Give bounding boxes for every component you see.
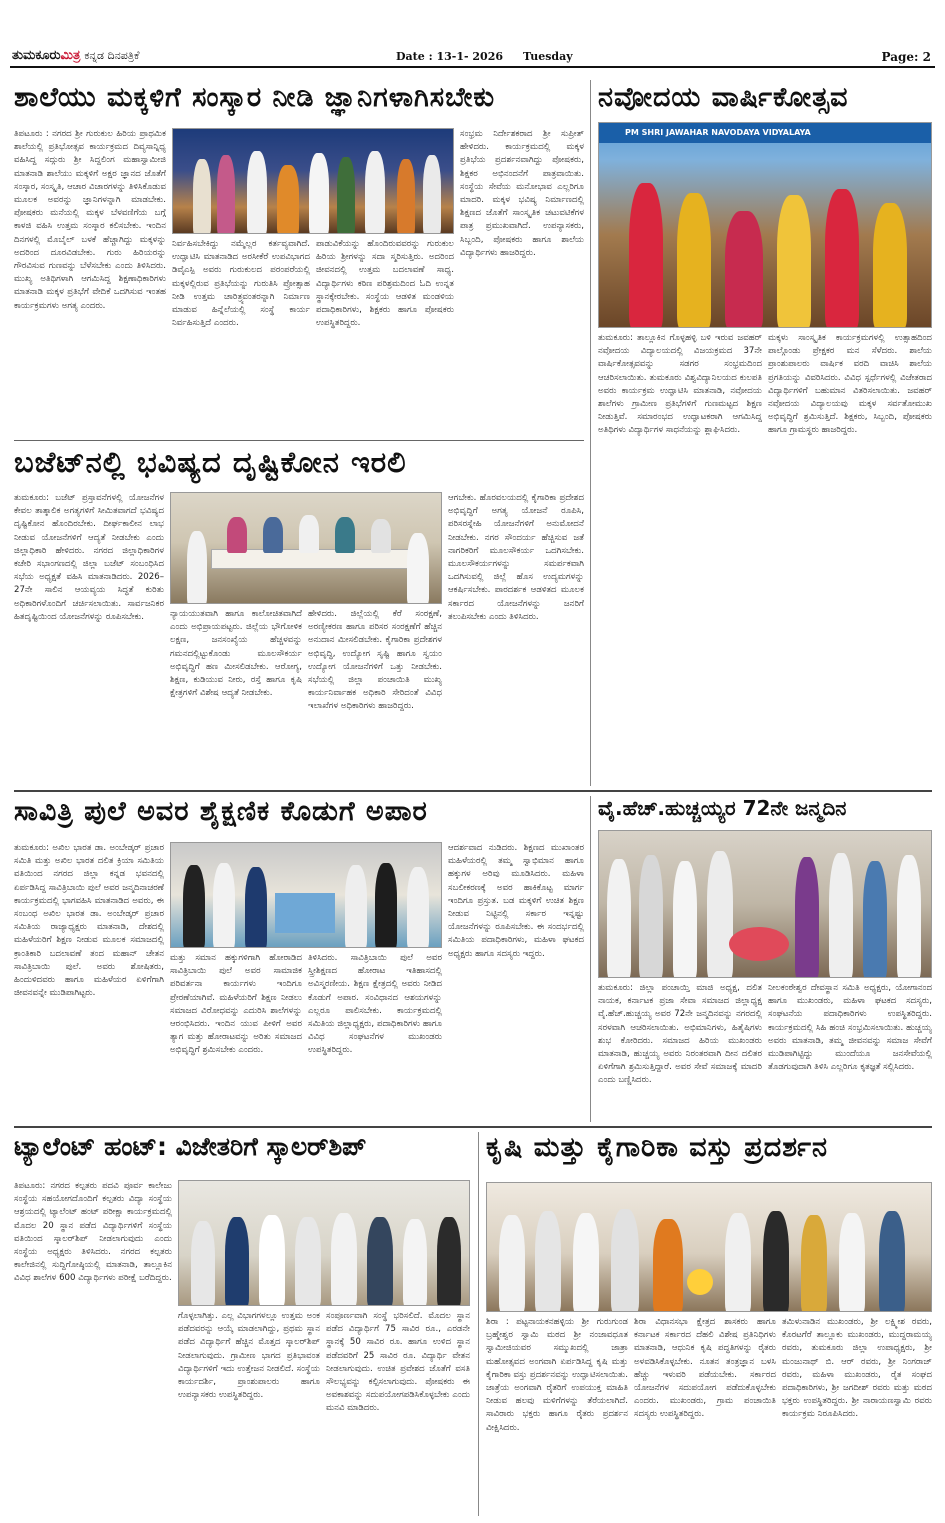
krishi-col3: ತಮಿಳುನಾಡಿನ ಮುಖಂಡರು, ಶ್ರೀ ಲಕ್ಷ್ಮೀಶ ರವರು, ಕೊರಟಗೆರೆ ತಾಲ್ಲೂಕು ಮುಖಂಡರು, ಮುದ್ದರಾಮಯ್ಯ ರವರು, ತುಮಕೂರು ಜಿಲ್ಲಾ ಉಪಾಧ್ಯಕ್ಷರು, ಶ್ರೀ ಮಂಜುನಾಥ್ ಬಿ. ಆರ್ ರವರು, ಶ್ರೀ ನಿಂಗರಾಜ್ ರವರು, ಮಹಿಳಾ ಮುಖಂಡರು, ರೈತ ಸಂಘದ ಪದಾಧಿಕಾರಿಗಳು, ಶ್ರೀ ಜಗದೀಶ್ ರವರು ಮತ್ತು ಮಠದ ಭಕ್ತರು ಉಪಸ್ಥಿತರಿದ್ದರು. ಶ್ರೀ ನಾರಾಯಣಸ್ವಾಮಿ ರವರು ಕಾರ್ಯಕ್ರಮ ನಿರೂಪಿಸಿದರು. <box>782 1317 932 1420</box>
navodaya-col2: ಮಕ್ಕಳು ಸಾಂಸ್ಕೃತಿಕ ಕಾರ್ಯಕ್ರಮಗಳಲ್ಲಿ ಉತ್ಸಾಹದಿಂದ ಪಾಲ್ಗೊಂಡು ಪ್ರೇಕ್ಷಕರ ಮನ ಸೆಳೆದರು. ಶಾಲೆಯ ಪ್ರಾಂಶುಪಾಲರು ವಾರ್ಷಿಕ ವರದಿ ವಾಚಿಸಿ ಶಾಲೆಯ ಪ್ರಗತಿಯನ್ನು ವಿವರಿಸಿದರು. ವಿವಿಧ ಸ್ಪರ್ಧೆಗಳಲ್ಲಿ ವಿಜೇತರಾದ ವಿದ್ಯಾರ್ಥಿಗಳಿಗೆ ಬಹುಮಾನ ವಿತರಿಸಲಾಯಿತು. ಜವಹರ್ ನವೋದಯ ವಿದ್ಯಾಲಯವು ಮಕ್ಕಳ ಸರ್ವತೋಮುಖ ಅಭಿವೃದ್ಧಿಗೆ ಶ್ರಮಿಸುತ್ತಿದೆ. ಶಿಕ್ಷಕರು, ಸಿಬ್ಬಂದಿ, ಪೋಷಕರು ಹಾಗೂ ಗ್ರಾಮಸ್ಥರು ಹಾಜರಿದ್ದರು. <box>768 333 932 436</box>
masthead-day: Tuesday <box>523 50 573 63</box>
talent-photo <box>178 1180 470 1306</box>
talent-col3: ಸಂಪೂರ್ಣವಾಗಿ ಸಂಸ್ಥೆ ಭರಿಸಲಿದೆ. ಮೊದಲ ಸ್ಥಾನ ಪಡೆದ ವಿದ್ಯಾರ್ಥಿಗೆ 75 ಸಾವಿರ ರೂ., ಎರಡನೇ ಸ್ಥಾನಕ್ಕೆ 50 ಸಾವಿರ ರೂ. ಹಾಗೂ ಉಳಿದ ಸ್ಥಾನ ಪಡೆದವರಿಗೆ 25 ಸಾವಿರ ರೂ. ವಿದ್ಯಾರ್ಥಿ ವೇತನ ನೀಡಲಾಗುವುದು. ಉಚಿತ ಪ್ರವೇಶದ ಜೊತೆಗೆ ವಸತಿ ಸೌಲಭ್ಯವನ್ನು ಕಲ್ಪಿಸಲಾಗುವುದು. ಪೋಷಕರು ಈ ಅವಕಾಶವನ್ನು ಸದುಪಯೋಗಪಡಿಸಿಕೊಳ್ಳಬೇಕು ಎಂದು ಮನವಿ ಮಾಡಿದರು. <box>326 1311 470 1414</box>
budget-col2: ನ್ಯಾಯಯುತವಾಗಿ ಹಾಗೂ ಕಾಲೋಚಿತವಾಗಿದೆ ಎಂದು ಅಭಿಪ್ರಾಯಪಟ್ಟರು. ಜಿಲ್ಲೆಯ ಭೌಗೋಳಿಕ ಲಕ್ಷಣ, ಜನಸಂಖ್ಯೆಯ ಹೆಚ್ಚಳವನ್ನು ಗಮನದಲ್ಲಿಟ್ಟುಕೊಂಡು ಮೂಲಸೌಕರ್ಯ ಅಭಿವೃದ್ಧಿಗೆ ಹಣ ಮೀಸಲಿಡಬೇಕು. ಆರೋಗ್ಯ, ಶಿಕ್ಷಣ, ಕುಡಿಯುವ ನೀರು, ರಸ್ತೆ ಹಾಗೂ ಕೃಷಿ ಕ್ಷೇತ್ರಗಳಿಗೆ ವಿಶೇಷ ಆದ್ಯತೆ ನೀಡಬೇಕು. <box>170 609 302 699</box>
savitri-col1: ತುಮಕೂರು: ಅಖಿಲ ಭಾರತ ಡಾ. ಅಂಬೇಡ್ಕರ್ ಪ್ರಚಾರ ಸಮಿತಿ ಮತ್ತು ಅಖಿಲ ಭಾರತ ದಲಿತ ಕ್ರಿಯಾ ಸಮಿತಿಯ ವತಿಯಿಂದ ನಗರದ ಜಿಲ್ಲಾ ಕನ್ನಡ ಭವನದಲ್ಲಿ ಏರ್ಪಡಿಸಿದ್ದ ಸಾವಿತ್ರಿಬಾಯಿ ಪುಲೆ ಅವರ ಜನ್ಮದಿನಾಚರಣೆ ಕಾರ್ಯಕ್ರಮದಲ್ಲಿ ಭಾಗವಹಿಸಿ ಮಾತನಾಡಿದ ಅವರು, ಈ ಸಂಬಂಧ ಅಖಿಲ ಭಾರತ ಡಾ. ಅಂಬೇಡ್ಕರ್ ಪ್ರಚಾರ ಸಮಿತಿಯ ರಾಜ್ಯಾಧ್ಯಕ್ಷರು ಮಾತನಾಡಿ, ದೇಶದಲ್ಲಿ ಮಹಿಳೆಯರಿಗೆ ಶಿಕ್ಷಣ ನೀಡುವ ಮೂಲಕ ಸಮಾಜದಲ್ಲಿ ಕ್ರಾಂತಿಕಾರಿ ಬದಲಾವಣೆ ತಂದ ಮಹಾನ್ ಚೇತನ ಸಾವಿತ್ರಿಬಾಯಿ ಪುಲೆ. ಅವರು ಶೋಷಿತರು, ಹಿಂದುಳಿದವರು ಹಾಗೂ ಮಹಿಳೆಯರ ಏಳಿಗೆಗಾಗಿ ಜೀವನವನ್ನೇ ಮುಡಿಪಾಗಿಟ್ಟರು. <box>14 843 164 999</box>
hucchayya-col2: ನೀಲಕಂಠೇಶ್ವರ ದೇವಸ್ಥಾನ ಸಮಿತಿ ಅಧ್ಯಕ್ಷರು, ಯೋಗಾನಂದ ಹಾಗೂ ಮುಖಂಡರು, ಮಹಿಳಾ ಘಟಕದ ಸದಸ್ಯರು, ಸಂಘಟನೆಯ ಪದಾಧಿಕಾರಿಗಳು ಉಪಸ್ಥಿತರಿದ್ದರು. ಕಾರ್ಯಕ್ರಮದಲ್ಲಿ ಸಿಹಿ ಹಂಚಿ ಸಂಭ್ರಮಿಸಲಾಯಿತು. ಹುಚ್ಚಯ್ಯ ಅವರು ಮಾತನಾಡಿ, ತಮ್ಮ ಜೀವನವನ್ನು ಸಮಾಜ ಸೇವೆಗೆ ಮುಡಿಪಾಗಿಟ್ಟಿದ್ದು ಮುಂದೆಯೂ ಜನಸೇವೆಯಲ್ಲಿ ತೊಡಗುವುದಾಗಿ ತಿಳಿಸಿ ಎಲ್ಲರಿಗೂ ಕೃತಜ್ಞತೆ ಸಲ್ಲಿಸಿದರು. <box>768 983 932 1073</box>
masthead-title-tumakuru: ತುಮಕೂರು <box>12 48 61 63</box>
column-divider-bottom <box>478 1132 479 1516</box>
talent-headline: ಟ್ಯಾಲೆಂಟ್ ಹಂಟ್: ವಿಜೇತರಿಗೆ ಸ್ಕಾಲರ್‌ಶಿಪ್ <box>14 1134 367 1161</box>
masthead-date-line <box>396 50 573 63</box>
budget-photo <box>170 492 442 604</box>
navodaya-headline: ನವೋದಯ ವಾರ್ಷಿಕೋತ್ಸವ <box>598 84 849 113</box>
savitri-headline: ಸಾವಿತ್ರಿ ಪುಲೆ ಅವರ ಶೈಕ್ಷಣಿಕ ಕೊಡುಗೆ ಅಪಾರ <box>14 798 428 827</box>
budget-col4: ಆಗಬೇಕು. ಹೊರವಲಯದಲ್ಲಿ ಕೈಗಾರಿಕಾ ಪ್ರದೇಶದ ಅಭಿವೃದ್ಧಿಗೆ ಅಗತ್ಯ ಯೋಜನೆ ರೂಪಿಸಿ, ಪರಿಸರಸ್ನೇಹಿ ಯೋಜನೆಗಳಿಗೆ ಅನುಮೋದನೆ ನೀಡಬೇಕು. ನಗರ ಸೌಂದರ್ಯ ಹೆಚ್ಚಿಸುವ ಜತೆ ನಾಗರಿಕರಿಗೆ ಮೂಲಸೌಕರ್ಯ ಒದಗಿಸಬೇಕು. ಮೂಲಸೌಕರ್ಯಗಳನ್ನು ಸಮರ್ಪಕವಾಗಿ ಒದಗಿಸುವಲ್ಲಿ ಜಿಲ್ಲೆ ಹೊಸ ಉದ್ಯಮಗಳನ್ನು ಆಕರ್ಷಿಸಬೇಕು. ಪಾರದರ್ಶಕ ಆಡಳಿತದ ಮೂಲಕ ಸರ್ಕಾರದ ಯೋಜನೆಗಳನ್ನು ಜನರಿಗೆ ತಲುಪಿಸಬೇಕು ಎಂದು ತಿಳಿಸಿದರು. <box>448 493 584 622</box>
samskara-photo <box>172 128 454 234</box>
krishi-col2: ಶಿರಾ ವಿಧಾನಸಭಾ ಕ್ಷೇತ್ರದ ಶಾಸಕರು ಹಾಗೂ ಕರ್ನಾಟಕ ಸರ್ಕಾರದ ದೆಹಲಿ ವಿಶೇಷ ಪ್ರತಿನಿಧಿಗಳು ಮಾತನಾಡಿ, ಆಧುನಿಕ ಕೃಷಿ ಪದ್ಧತಿಗಳನ್ನು ರೈತರು ಅಳವಡಿಸಿಕೊಳ್ಳಬೇಕು. ನೂತನ ತಂತ್ರಜ್ಞಾನ ಬಳಸಿ ಹೆಚ್ಚು ಇಳುವರಿ ಪಡೆಯಬೇಕು. ಸರ್ಕಾರದ ಯೋಜನೆಗಳ ಸದುಪಯೋಗ ಪಡೆದುಕೊಳ್ಳಬೇಕು ಎಂದರು. ಮುಖಂಡರು, ಗ್ರಾಮ ಪಂಚಾಯಿತಿ ಸದಸ್ಯರು ಉಪಸ್ಥಿತರಿದ್ದರು. <box>634 1317 776 1420</box>
krishi-headline: ಕೃಷಿ ಮತ್ತು ಕೈಗಾರಿಕಾ ವಸ್ತು ಪ್ರದರ್ಶನ <box>486 1134 828 1163</box>
navodaya-banner: PM SHRI JAWAHAR NAVODAYA VIDYALAYA <box>599 123 932 143</box>
hucchayya-headline: ವೈ.ಹೆಚ್.ಹುಚ್ಚಯ್ಯರ 72ನೇ ಜನ್ಮದಿನ <box>598 798 847 820</box>
savitri-col2: ಮತ್ತು ಸಮಾನ ಹಕ್ಕುಗಳಿಗಾಗಿ ಹೋರಾಡಿದ ಸಾವಿತ್ರಿಬಾಯಿ ಪುಲೆ ಅವರ ಸಾಮಾಜಿಕ ಪರಿವರ್ತನಾ ಕಾರ್ಯಗಳು ಇಂದಿಗೂ ಪ್ರೇರಣೆಯಾಗಿವೆ. ಮಹಿಳೆಯರಿಗೆ ಶಿಕ್ಷಣ ನೀಡಲು ಸಮಾಜದ ವಿರೋಧವನ್ನು ಎದುರಿಸಿ ಶಾಲೆಗಳನ್ನು ಆರಂಭಿಸಿದರು. ಇಂದಿನ ಯುವ ಪೀಳಿಗೆ ಅವರ ತ್ಯಾಗ ಮತ್ತು ಹೋರಾಟವನ್ನು ಅರಿತು ಸಮಾಜದ ಅಭಿವೃದ್ಧಿಗೆ ಶ್ರಮಿಸಬೇಕು ಎಂದರು. <box>170 953 302 1056</box>
krishi-col1: ಶಿರಾ : ಪಟ್ಟನಾಯಕನಹಳ್ಳಿಯ ಶ್ರೀ ಗುರುಗುಂಡ ಬ್ರಹ್ಮೇಶ್ವರ ಸ್ವಾಮಿ ಮಠದ ಶ್ರೀ ನಂಜಾವಧೂತ ಸ್ವಾಮೀಜಿಯವರ ಸಮ್ಮುಖದಲ್ಲಿ ಜಾತ್ರಾ ಮಹೋತ್ಸವದ ಅಂಗವಾಗಿ ಏರ್ಪಡಿಸಿದ್ದ ಕೃಷಿ ಮತ್ತು ಕೈಗಾರಿಕಾ ವಸ್ತು ಪ್ರದರ್ಶನವನ್ನು ಉದ್ಘಾಟಿಸಲಾಯಿತು. ಜಾತ್ರೆಯ ಅಂಗವಾಗಿ ರೈತರಿಗೆ ಉಪಯುಕ್ತ ಮಾಹಿತಿ ನೀಡುವ ಹಲವು ಮಳಿಗೆಗಳನ್ನು ತೆರೆಯಲಾಗಿದೆ. ಸಾವಿರಾರು ಭಕ್ತರು ಹಾಗೂ ರೈತರು ಪ್ರದರ್ಶನ ವೀಕ್ಷಿಸಿದರು. <box>486 1317 628 1433</box>
hucchayya-col1: ತುಮಕೂರು: ಜಿಲ್ಲಾ ಪಂಚಾಯ್ತಿ ಮಾಜಿ ಅಧ್ಯಕ್ಷ, ದಲಿತ ನಾಯಕ, ಕರ್ನಾಟಕ ಪ್ರಜಾ ಸೇವಾ ಸಮಾಜದ ಜಿಲ್ಲಾಧ್ಯಕ್ಷ ವೈ.ಹೆಚ್.ಹುಚ್ಚಯ್ಯ ಅವರ 72ನೇ ಜನ್ಮದಿನವನ್ನು ನಗರದಲ್ಲಿ ಸರಳವಾಗಿ ಆಚರಿಸಲಾಯಿತು. ಅಭಿಮಾನಿಗಳು, ಹಿತೈಷಿಗಳು ಶುಭ ಕೋರಿದರು. ಸಮಾಜದ ಹಿರಿಯ ಮುಖಂಡರು ಮಾತನಾಡಿ, ಹುಚ್ಚಯ್ಯ ಅವರು ನಿರಂತರವಾಗಿ ದೀನ ದಲಿತರ ಏಳಿಗೆಗಾಗಿ ಶ್ರಮಿಸುತ್ತಿದ್ದಾರೆ. ಅವರ ಸೇವೆ ಸಮಾಜಕ್ಕೆ ಮಾದರಿ ಎಂದು ಬಣ್ಣಿಸಿದರು. <box>598 983 762 1086</box>
hucchayya-photo <box>598 830 932 978</box>
budget-headline: ಬಜೆಟ್‌ನಲ್ಲಿ ಭವಿಷ್ಯದ ದೃಷ್ಟಿಕೋನ ಇರಲಿ <box>14 448 407 479</box>
budget-col3: ಹೇಳಿದರು. ಜಿಲ್ಲೆಯಲ್ಲಿ ಕೆರೆ ಸಂರಕ್ಷಣೆ, ಅರಣ್ಯೀಕರಣ ಹಾಗೂ ಪರಿಸರ ಸಂರಕ್ಷಣೆಗೆ ಹೆಚ್ಚಿನ ಅನುದಾನ ಮೀಸಲಿಡಬೇಕು. ಕೈಗಾರಿಕಾ ಪ್ರದೇಶಗಳ ಅಭಿವೃದ್ಧಿ, ಉದ್ಯೋಗ ಸೃಷ್ಟಿ ಹಾಗೂ ಸ್ವಯಂ ಉದ್ಯೋಗ ಯೋಜನೆಗಳಿಗೆ ಒತ್ತು ನೀಡಬೇಕು. ಸಭೆಯಲ್ಲಿ ಜಿಲ್ಲಾ ಪಂಚಾಯಿತಿ ಮುಖ್ಯ ಕಾರ್ಯನಿರ್ವಾಹಕ ಅಧಿಕಾರಿ ಸೇರಿದಂತೆ ವಿವಿಧ ಇಲಾಖೆಗಳ ಅಧಿಕಾರಿಗಳು ಹಾಜರಿದ್ದರು. <box>308 609 442 712</box>
samskara-col1: ತಿಪಟೂರು : ನಗರದ ಶ್ರೀ ಗುರುಕುಲ ಹಿರಿಯ ಪ್ರಾಥಮಿಕ ಶಾಲೆಯಲ್ಲಿ ಪ್ರತಿಭೋತ್ಸವ ಕಾರ್ಯಕ್ರಮದ ದಿವ್ಯಸಾನ್ನಿಧ್ಯ ವಹಿಸಿದ್ದ ಸದ್ಗುರು ಶ್ರೀ ಸಿದ್ದಲಿಂಗ ಮಹಾಸ್ವಾಮೀಜಿ ಮಾತನಾಡಿ ಶಾಲೆಯು ಮಕ್ಕಳಿಗೆ ಅಕ್ಷರ ಜ್ಞಾನದ ಜೊತೆಗೆ ಸಂಸ್ಕಾರ, ಸಂಸ್ಕೃತಿ, ಆಚಾರ ವಿಚಾರಗಳನ್ನು ತಿಳಿಸಿಕೊಡುವ ಮೂಲಕ ಅವರನ್ನು ಜ್ಞಾನಿಗಳನ್ನಾಗಿ ಮಾಡಬೇಕು. ಪೋಷಕರು ಮನೆಯಲ್ಲಿ ಮಕ್ಕಳ ಬೆಳವಣಿಗೆಯ ಬಗ್ಗೆ ಕಾಳಜಿ ವಹಿಸಿ ಉತ್ತಮ ಸಂಸ್ಕಾರ ಕಲಿಸಬೇಕು. ಇಂದಿನ ದಿನಗಳಲ್ಲಿ ಮೊಬೈಲ್ ಬಳಕೆ ಹೆಚ್ಚಾಗಿದ್ದು ಮಕ್ಕಳನ್ನು ಅದರಿಂದ ದೂರವಿಡಬೇಕು. ಗುರು ಹಿರಿಯರನ್ನು ಗೌರವಿಸುವ ಗುಣವನ್ನು ಬೆಳೆಸಬೇಕು ಎಂದು ತಿಳಿಸಿದರು. ಮುಖ್ಯ ಅತಿಥಿಗಳಾಗಿ ಆಗಮಿಸಿದ್ದ ಶಿಕ್ಷಣಾಧಿಕಾರಿಗಳು ಮಾತನಾಡಿ ಮಕ್ಕಳ ಪ್ರತಿಭೆಗೆ ವೇದಿಕೆ ಒದಗಿಸುವ ಇಂತಹ ಕಾರ್ಯಕ್ರಮಗಳು ಅಗತ್ಯ ಎಂದರು. <box>14 129 166 311</box>
talent-col1: ತಿಪಟೂರು: ನಗರದ ಕಲ್ಪತರು ಪದವಿ ಪೂರ್ವ ಕಾಲೇಜು ಸಂಸ್ಥೆಯ ಸಹಯೋಗದೊಂದಿಗೆ ಕಲ್ಪತರು ವಿದ್ಯಾ ಸಂಸ್ಥೆಯ ಆಶ್ರಯದಲ್ಲಿ ಟ್ಯಾಲೆಂಟ್ ಹಂಟ್ ಪರೀಕ್ಷಾ ಕಾರ್ಯಕ್ರಮದಲ್ಲಿ ಮೊದಲ 20 ಸ್ಥಾನ ಪಡೆದ ವಿದ್ಯಾರ್ಥಿಗಳಿಗೆ ಸಂಸ್ಥೆಯ ವತಿಯಿಂದ ಸ್ಕಾಲರ್‌ಶಿಪ್ ನೀಡಲಾಗುವುದು ಎಂದು ಸಂಸ್ಥೆಯ ಅಧ್ಯಕ್ಷರು ತಿಳಿಸಿದರು. ನಗರದ ಕಲ್ಪತರು ಕಾಲೇಜಿನಲ್ಲಿ ಸುದ್ದಿಗೋಷ್ಠಿಯಲ್ಲಿ ಮಾತನಾಡಿ, ತಾಲ್ಲೂಕಿನ ವಿವಿಧ ಶಾಲೆಗಳ 600 ವಿದ್ಯಾರ್ಥಿಗಳು ಪರೀಕ್ಷೆ ಬರೆದಿದ್ದರು. <box>14 1181 172 1284</box>
navodaya-photo <box>598 122 932 328</box>
column-divider-top <box>590 80 591 786</box>
samskara-headline: ಶಾಲೆಯು ಮಕ್ಕಳಿಗೆ ಸಂಸ್ಕಾರ ನೀಡಿ ಜ್ಞಾನಿಗಳಾಗಿಸಬೇಕು <box>14 84 496 113</box>
section-divider-1 <box>14 440 584 441</box>
samskara-col4: ಸಂಭ್ರಮ ನಿರ್ದೇಶಕರಾದ ಶ್ರೀ ಸುಪ್ರೀತ್ ಹೇಳಿದರು. ಕಾರ್ಯಕ್ರಮದಲ್ಲಿ ಮಕ್ಕಳ ಪ್ರತಿಭೆಯ ಪ್ರದರ್ಶನವಾಗಿದ್ದು ಪೋಷಕರು, ಶಿಕ್ಷಕರ ಅಭಿನಂದನೆಗೆ ಪಾತ್ರವಾಯಿತು. ಸಂಸ್ಥೆಯ ಸೇವೆಯ ಮನೋಭಾವ ಎಲ್ಲರಿಗೂ ಮಾದರಿ. ಮಕ್ಕಳ ಭವಿಷ್ಯ ನಿರ್ಮಾಣದಲ್ಲಿ ಶಿಕ್ಷಣದ ಜೊತೆಗೆ ಸಾಂಸ್ಕೃತಿಕ ಚಟುವಟಿಕೆಗಳ ಪಾತ್ರ ಪ್ರಮುಖವಾಗಿದೆ. ಉಪನ್ಯಾಸಕರು, ಸಿಬ್ಬಂದಿ, ಪೋಷಕರು ಹಾಗೂ ಶಾಲೆಯ ವಿದ್ಯಾರ್ಥಿಗಳು ಹಾಜರಿದ್ದರು. <box>460 129 584 258</box>
budget-col1: ತುಮಕೂರು: ಬಜೆಟ್ ಪ್ರಸ್ತಾವನೆಗಳಲ್ಲಿ ಯೋಜನೆಗಳ ಕೇವಲ ತಾತ್ಕಾಲಿಕ ಅಗತ್ಯಗಳಿಗೆ ಸೀಮಿತವಾಗದೆ ಭವಿಷ್ಯದ ದೃಷ್ಟಿಕೋನ ಹೊಂದಿರಬೇಕು. ದೀರ್ಘಕಾಲೀನ ಲಾಭ ನೀಡುವ ಯೋಜನೆಗಳಿಗೆ ಆದ್ಯತೆ ನೀಡಬೇಕು ಎಂದು ಜಿಲ್ಲಾಧಿಕಾರಿ ಹೇಳಿದರು. ನಗರದ ಜಿಲ್ಲಾಧಿಕಾರಿಗಳ ಕಚೇರಿ ಸಭಾಂಗಣದಲ್ಲಿ ಜಿಲ್ಲಾ ಬಜೆಟ್ ಸಂಬಂಧಿಸಿದ ಸಭೆಯ ಅಧ್ಯಕ್ಷತೆ ವಹಿಸಿ ಮಾತನಾಡಿದರು. 2026–27ನೇ ಸಾಲಿನ ಆಯವ್ಯಯ ಸಿದ್ಧತೆ ಕುರಿತು ಅಧಿಕಾರಿಗಳೊಂದಿಗೆ ಚರ್ಚಿಸಲಾಯಿತು. ಸಾರ್ವಜನಿಕರ ಹಿತದೃಷ್ಟಿಯಿಂದ ಯೋಜನೆಗಳನ್ನು ರೂಪಿಸಬೇಕು. <box>14 493 164 622</box>
masthead-page-number: Page: 2 <box>881 50 931 64</box>
krishi-photo <box>486 1182 932 1312</box>
talent-col2: ಗೊಳ್ಳಲಾಗಿತ್ತು. ಎಲ್ಲ ವಿಭಾಗಗಳಲ್ಲೂ ಉತ್ತಮ ಅಂಕ ಪಡೆದವರನ್ನು ಆಯ್ಕೆ ಮಾಡಲಾಗಿದ್ದು, ಪ್ರಥಮ ಸ್ಥಾನ ಪಡೆದ ವಿದ್ಯಾರ್ಥಿಗೆ ಹೆಚ್ಚಿನ ಮೊತ್ತದ ಸ್ಕಾಲರ್‌ಶಿಪ್ ನೀಡಲಾಗುವುದು. ಗ್ರಾಮೀಣ ಭಾಗದ ಪ್ರತಿಭಾವಂತ ವಿದ್ಯಾರ್ಥಿಗಳಿಗೆ ಇದು ಉತ್ತೇಜನ ನೀಡಲಿದೆ. ಸಂಸ್ಥೆಯ ಕಾರ್ಯದರ್ಶಿ, ಪ್ರಾಂಶುಪಾಲರು ಹಾಗೂ ಉಪನ್ಯಾಸಕರು ಉಪಸ್ಥಿತರಿದ್ದರು. <box>178 1311 320 1401</box>
masthead-date: Date : 13-1- 2026 <box>396 50 504 63</box>
masthead-title-mitra: ಮಿತ್ರ <box>60 48 81 63</box>
savitri-col4: ಆದರ್ಶವಾದ ನುಡಿದರು. ಶಿಕ್ಷಣದ ಮುಖಾಂತರ ಮಹಿಳೆಯರಲ್ಲಿ ತಮ್ಮ ಸ್ವಾಭಿಮಾನ ಹಾಗೂ ಹಕ್ಕುಗಳ ಅರಿವು ಮೂಡಿಸಿದರು. ಮಹಿಳಾ ಸಬಲೀಕರಣಕ್ಕೆ ಅವರ ಹಾಕಿಕೊಟ್ಟ ಮಾರ್ಗ ಇಂದಿಗೂ ಪ್ರಸ್ತುತ. ಬಡ ಮಕ್ಕಳಿಗೆ ಉಚಿತ ಶಿಕ್ಷಣ ನೀಡುವ ನಿಟ್ಟಿನಲ್ಲಿ ಸರ್ಕಾರ ಇನ್ನಷ್ಟು ಯೋಜನೆಗಳನ್ನು ರೂಪಿಸಬೇಕು. ಈ ಸಂದರ್ಭದಲ್ಲಿ ಸಮಿತಿಯ ಪದಾಧಿಕಾರಿಗಳು, ಮಹಿಳಾ ಘಟಕದ ಅಧ್ಯಕ್ಷರು ಹಾಗೂ ಸದಸ್ಯರು ಇದ್ದರು. <box>448 843 584 959</box>
column-divider-mid <box>590 796 591 1122</box>
savitri-col3: ತಿಳಿಸಿದರು. ಸಾವಿತ್ರಿಬಾಯಿ ಪುಲೆ ಅವರ ಸ್ತ್ರೀಶಿಕ್ಷಣದ ಹೋರಾಟ ಇತಿಹಾಸದಲ್ಲಿ ಅವಿಸ್ಮರಣೀಯ. ಶಿಕ್ಷಣ ಕ್ಷೇತ್ರದಲ್ಲಿ ಅವರು ನೀಡಿದ ಕೊಡುಗೆ ಅಪಾರ. ಸಂವಿಧಾನದ ಆಶಯಗಳನ್ನು ಎಲ್ಲರೂ ಪಾಲಿಸಬೇಕು. ಕಾರ್ಯಕ್ರಮದಲ್ಲಿ ಸಮಿತಿಯ ಜಿಲ್ಲಾಧ್ಯಕ್ಷರು, ಪದಾಧಿಕಾರಿಗಳು ಹಾಗೂ ವಿವಿಧ ಸಂಘಟನೆಗಳ ಮುಖಂಡರು ಉಪಸ್ಥಿತರಿದ್ದರು. <box>308 953 442 1056</box>
savitri-photo <box>170 842 442 948</box>
masthead-rule <box>10 66 935 68</box>
samskara-col2: ನಿರ್ವಹಿಸಬೇಕಿದ್ದು ನಮ್ಮೆಲ್ಲರ ಕರ್ತವ್ಯವಾಗಿದೆ. ಉದ್ಘಾಟಿಸಿ ಮಾತನಾಡಿದ ಅರಸೀಕೆರೆ ಉಪವಿಭಾಗದ ಡಿವೈಎಸ್ಪಿ ಅವರು ಗುರುಕುಲದ ಪರಂಪರೆಯಲ್ಲಿ ಮಕ್ಕಳಲ್ಲಿರುವ ಪ್ರತಿಭೆಯನ್ನು ಗುರುತಿಸಿ ಪ್ರೋತ್ಸಾಹ ನೀಡಿ ಉತ್ತಮ ಚಾರಿತ್ರ್ಯವಂತರನ್ನಾಗಿ ನಿರ್ಮಾಣ ಮಾಡುವ ಹಿನ್ನೆಲೆಯಲ್ಲಿ ಸಂಸ್ಥೆ ಕಾರ್ಯ ನಿರ್ವಹಿಸುತ್ತಿದೆ ಎಂದರು. <box>172 239 310 329</box>
masthead <box>0 0 945 66</box>
masthead-subtitle: ಕನ್ನಡ ದಿನಪತ್ರಿಕೆ <box>84 49 140 62</box>
samskara-col3: ಪಾಡುವಿಕೆಯನ್ನು ಹೊಂದಿರುವವರನ್ನು ಗುರುಕುಲ ಹಿರಿಯ ಶ್ರೀಗಳನ್ನು ಸದಾ ಸ್ಮರಿಸುತ್ತಿರು. ಅದರಿಂದ ಜೀವನದಲ್ಲಿ ಉತ್ತಮ ಬದಲಾವಣೆ ಸಾಧ್ಯ. ವಿದ್ಯಾರ್ಥಿಗಳು ಕಠಿಣ ಪರಿಶ್ರಮದಿಂದ ಓದಿ ಉನ್ನತ ಸ್ಥಾನಕ್ಕೇರಬೇಕು. ಸಂಸ್ಥೆಯ ಆಡಳಿತ ಮಂಡಳಿಯ ಪದಾಧಿಕಾರಿಗಳು, ಶಿಕ್ಷಕರು ಹಾಗೂ ಪೋಷಕರು ಉಪಸ್ಥಿತರಿದ್ದರು. <box>316 239 454 329</box>
section-divider-2 <box>14 790 932 792</box>
navodaya-col1: ತುಮಕೂರು: ತಾಲ್ಲೂಕಿನ ಗೊಳ್ಳಹಳ್ಳಿ ಬಳಿ ಇರುವ ಜವಹರ್ ನವೋದಯ ವಿದ್ಯಾಲಯದಲ್ಲಿ ವಿಜಯಕ್ರಮದ 37ನೇ ವಾರ್ಷಿಕೋತ್ಸವವನ್ನು ಸಡಗರ ಸಂಭ್ರಮದಿಂದ ಆಚರಿಸಲಾಯಿತು. ತುಮಕೂರು ವಿಶ್ವವಿದ್ಯಾನಿಲಯದ ಕುಲಪತಿ ಅವರು ಕಾರ್ಯಕ್ರಮ ಉದ್ಘಾಟಿಸಿ ಮಾತನಾಡಿ, ನವೋದಯ ಶಾಲೆಗಳು ಗ್ರಾಮೀಣ ಪ್ರತಿಭೆಗಳಿಗೆ ಗುಣಮಟ್ಟದ ಶಿಕ್ಷಣ ನೀಡುತ್ತಿವೆ. ಸಮಾರಂಭದ ಉದ್ಘಾಟಕರಾಗಿ ಆಗಮಿಸಿದ್ದ ಅತಿಥಿಗಳು ವಿದ್ಯಾರ್ಥಿಗಳ ಸಾಧನೆಯನ್ನು ಶ್ಲಾಘಿಸಿದರು. <box>598 333 762 436</box>
masthead-title <box>12 48 139 63</box>
section-divider-3 <box>14 1126 932 1128</box>
